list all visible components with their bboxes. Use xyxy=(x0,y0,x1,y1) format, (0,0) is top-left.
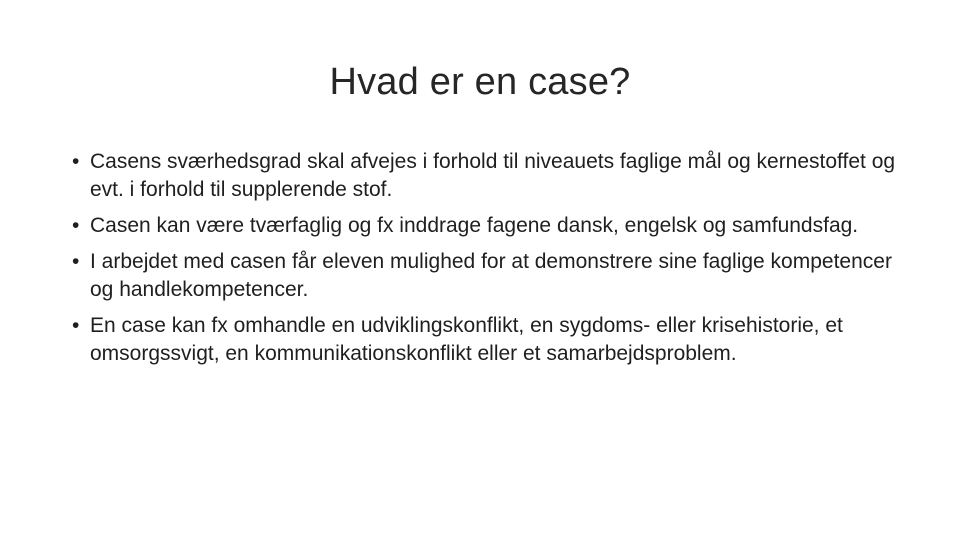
slide-title: Hvad er en case? xyxy=(329,61,631,103)
bullet-text: I arbejdet med casen får eleven mulighed for at demonstrere sine faglige kompetencer og handlekompetencer. xyxy=(90,250,892,301)
bullet-icon: • xyxy=(72,150,80,173)
bullet-icon: • xyxy=(72,314,80,337)
bullet-icon: • xyxy=(72,250,80,273)
bullet-text: Casen kan være tværfaglig og fx inddrage fagene dansk, engelsk og samfundsfag. xyxy=(90,214,859,237)
bullet-text: En case kan fx omhandle en udviklingskonflikt, en sygdoms- eller krisehistorie, et omsorgssvigt, en kommunikationskonflikt eller et samarbejdsproblem. xyxy=(90,314,843,365)
bullet-list xyxy=(72,148,902,376)
bullet-item xyxy=(72,248,902,304)
bullet-text: Casens sværhedsgrad skal afvejes i forhold til niveauets faglige mål og kernestoffet og evt. i forhold til supplerende stof. xyxy=(90,150,896,201)
bullet-item xyxy=(72,148,902,204)
bullet-item xyxy=(72,312,902,368)
bullet-icon: • xyxy=(72,214,80,237)
bullet-item xyxy=(72,212,902,240)
